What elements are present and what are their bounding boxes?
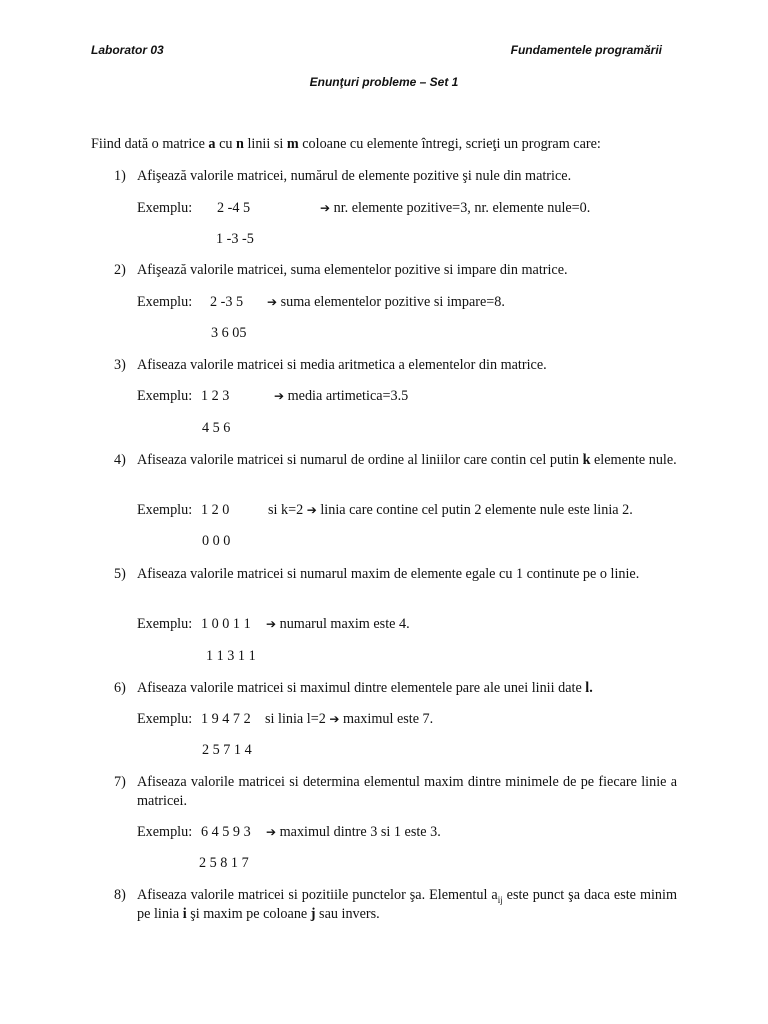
matrix-row: 1 2 3 <box>201 388 230 404</box>
problem-text: Afiseaza valorile matricei si maximul dintre elementele pare ale unei linii date l. <box>137 680 593 696</box>
example-result: ➔ suma elementelor pozitive si impare=8. <box>267 294 505 310</box>
example-label: Exemplu: <box>137 824 193 840</box>
example-result: ➔ media artimetica=3.5 <box>274 388 409 404</box>
problem-text: Afiseaza valorile matricei si numarul de ordine al liniilor care contin cel putin k elemente nule. <box>137 452 677 468</box>
matrix-row: 1 0 0 1 1 <box>201 616 251 632</box>
problem-text: Afiseaza valorile matricei si media aritmetica a elementelor din matrice. <box>137 357 547 373</box>
matrix-row: 2 5 8 1 7 <box>199 855 249 871</box>
example-label: Exemplu: <box>137 616 193 632</box>
header-left: Laborator 03 <box>91 43 164 57</box>
matrix-row: 1 9 4 7 2 <box>201 711 251 727</box>
example-result: ➔ nr. elemente pozitive=3, nr. elemente nule=0. <box>320 200 591 216</box>
example-result: si k=2 ➔ linia care contine cel putin 2 elemente nule este linia 2. <box>268 502 633 518</box>
arrow-right-icon: ➔ <box>274 389 285 403</box>
problem-number: 1) <box>114 168 126 184</box>
example-label: Exemplu: <box>137 711 193 727</box>
matrix-row: 0 0 0 <box>202 533 231 549</box>
problem-text: Afişează valorile matricei, suma elementelor pozitive si impare din matrice. <box>137 262 568 278</box>
matrix-row: 6 4 5 9 3 <box>201 824 251 840</box>
matrix-row: 3 6 05 <box>211 325 247 341</box>
matrix-row: 2 5 7 1 4 <box>202 742 252 758</box>
problem-number: 4) <box>114 452 126 468</box>
matrix-row: 1 -3 -5 <box>216 231 254 247</box>
example-result: ➔ maximul dintre 3 si 1 este 3. <box>266 824 441 840</box>
matrix-row: 1 2 0 <box>201 502 230 518</box>
example-label: Exemplu: <box>137 294 193 310</box>
matrix-row: 2 -3 5 <box>210 294 244 310</box>
problem-number: 8) <box>114 887 126 903</box>
problem-number: 5) <box>114 566 126 582</box>
problem-text: Afiseaza valorile matricei si numarul maxim de elemente egale cu 1 continute pe o linie. <box>137 566 640 582</box>
arrow-right-icon: ➔ <box>320 201 331 215</box>
example-label: Exemplu: <box>137 200 193 216</box>
example-result: si linia l=2 ➔ maximul este 7. <box>265 711 434 727</box>
header-right: Fundamentele programării <box>510 43 662 57</box>
arrow-right-icon: ➔ <box>306 503 317 517</box>
arrow-right-icon: ➔ <box>266 617 277 631</box>
arrow-right-icon: ➔ <box>329 712 340 726</box>
problem-text: Afiseaza valorile matricei si pozitiile punctelor şa. Elementul $a_{ij}$ este punct şa daca este minim pe linia i şi maxim pe coloane j sau invers. <box>137 887 677 922</box>
problem-number: 7) <box>114 774 126 790</box>
example-label: Exemplu: <box>137 502 193 518</box>
matrix-row: 2 -4 5 <box>217 200 251 216</box>
matrix-row: 4 5 6 <box>202 420 231 436</box>
problem-number: 2) <box>114 262 126 278</box>
page-title: Enunţuri probleme – Set 1 <box>309 75 459 89</box>
problem-text: Afişează valorile matricei, numărul de elemente pozitive şi nule din matrice. <box>137 168 572 184</box>
arrow-right-icon: ➔ <box>267 295 278 309</box>
arrow-right-icon: ➔ <box>266 825 277 839</box>
problem-number: 3) <box>114 357 126 373</box>
example-label: Exemplu: <box>137 388 193 404</box>
example-result: ➔ numarul maxim este 4. <box>266 616 410 632</box>
intro-paragraph: Fiind dată o matrice a cu n linii si m coloane cu elemente întregi, scrieţi un program care: <box>91 136 601 152</box>
problem-text: Afiseaza valorile matricei si determina elementul maxim dintre minimele de pe fiecare linie a matricei. <box>137 774 677 809</box>
problem-number: 6) <box>114 680 126 696</box>
matrix-row: 1 1 3 1 1 <box>206 648 256 664</box>
